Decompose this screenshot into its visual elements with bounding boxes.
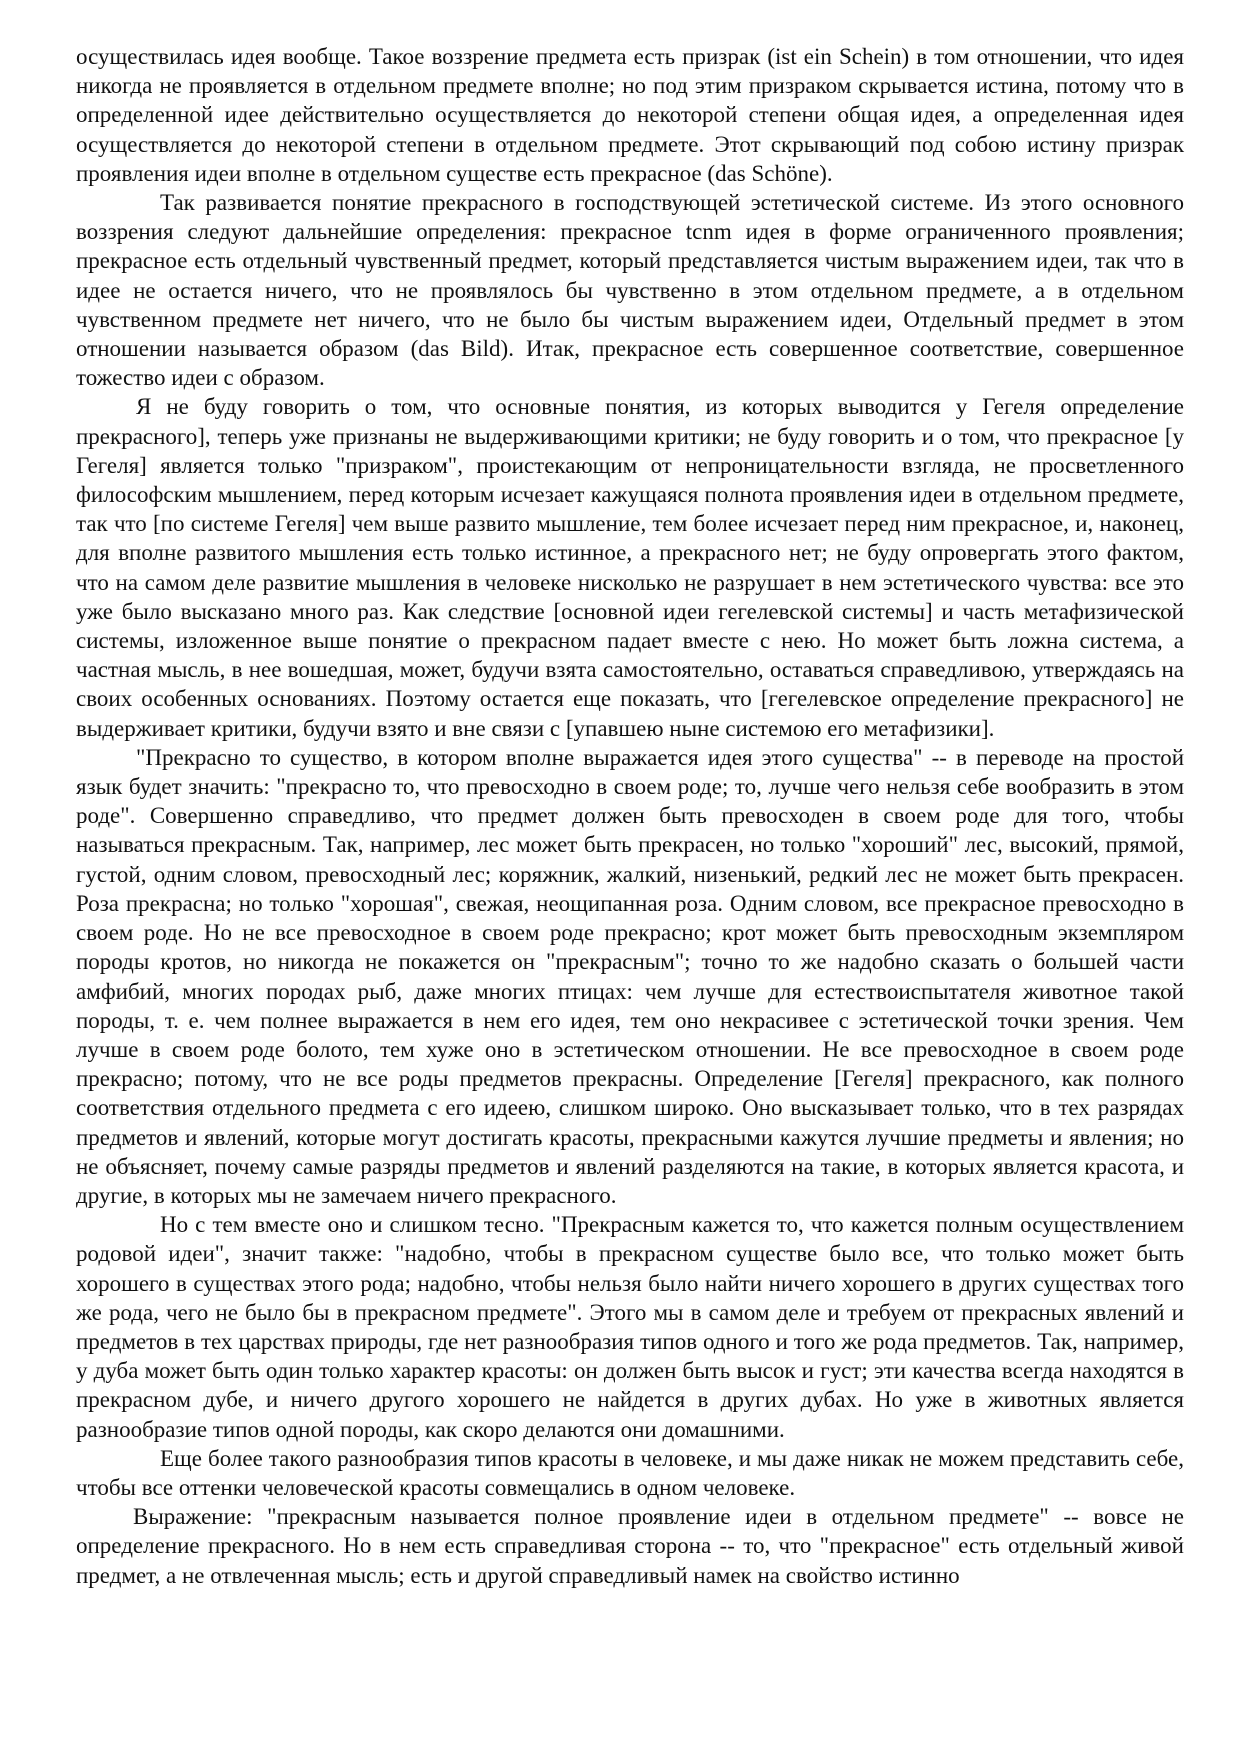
paragraph-3: Я не буду говорить о том, что основные понятия, из которых выводится у Гегеля определение прекрасного], теперь уже признаны не выдерживающими критики; не буду говорить и о том, что прекрасное [у Гегеля] является только "призраком", проистекающим от непроницательности взгляда, не просветленного философским мышлением, перед которым исчезает кажущаяся полнота проявления идеи в отдельном предмете, так что [по системе Гегеля] чем выше развито мышление, тем более исчезает перед ним прекрасное, и, наконец, для вполне развитого мышления есть только истинное, а прекрасного нет; не буду опровергать этого фактом, что на самом деле развитие мышления в человеке нисколько не разрушает в нем эстетического чувства: все это уже было высказано много раз. Как следствие [основной идеи гегелевской системы] и часть метафизической системы, изложенное выше понятие о прекрасном падает вместе с нею. Но может быть ложна система, а частная мысль, в нее вошедшая, может, будучи взята самостоятельно, оставаться справедливою, утверждаясь на своих особенных основаниях. Поэтому остается еще показать, что [гегелевское определение прекрасного] не выдерживает критики, будучи взято и вне связи с [упавшею ныне системою его метафизики]. xyxy=(76,394,1184,741)
paragraph-5: Но с тем вместе оно и слишком тесно. "Прекрасным кажется то, что кажется полным осуществлением родовой идеи", значит также: "надобно, чтобы в прекрасном существе было все, что только может быть хорошего в существах этого рода; надобно, чтобы нельзя было найти ничего хорошего в других существах того же рода, чего не было бы в прекрасном предмете". Этого мы в самом деле и требуем от прекрасных явлений и предметов в тех царствах природы, где нет разнообразия типов одного и того же рода предметов. Так, например, у дуба может быть один только характер красоты: он должен быть высок и густ; эти качества всегда находятся в прекрасном дубе, и ничего другого хорошего не найдется в других дубах. Но уже в животных является разнообразие типов одной породы, как скоро делаются они домашними. xyxy=(76,1212,1184,1442)
paragraph-1: осуществилась идея вообще. Такое воззрение предмета есть призрак (ist ein Schein) в том отношении, что идея никогда не проявляется в отдельном предмете вполне; но под этим призраком скрывается истина, потому что в определенной идее действительно осуществляется до некоторой степени общая идея, а определенная идея осуществляется до некоторой степени в отдельном предмете. Этот скрывающий под собою истину призрак проявления идеи вполне в отдельном существе есть прекрасное (das Schöne). xyxy=(76,44,1184,186)
paragraph-6: Еще более такого разнообразия типов красоты в человеке, и мы даже никак не можем представить себе, чтобы все оттенки человеческой красоты совмещались в одном человеке. xyxy=(76,1445,1184,1500)
paragraph-2: Так развивается понятие прекрасного в господствующей эстетической системе. Из этого основного воззрения следуют дальнейшие определения: прекрасное tcnm идея в форме ограниченного проявления; прекрасное есть отдельный чувственный предмет, который представляется чистым выражением идеи, так что в идее не остается ничего, что не проявлялось бы чувственно в этом отдельном предмете, а в отдельном чувственном предмете нет ничего, что не было бы чистым выражением идеи, Отдельный предмет в этом отношении называется образом (das Bild). Итак, прекрасное есть совершенное соответствие, совершенное тожество идеи с образом. xyxy=(76,190,1184,391)
body-text xyxy=(76,42,1184,1590)
paragraph-7: Выражение: "прекрасным называется полное проявление идеи в отдельном предмете" -- вовсе не определение прекрасного. Но в нем есть справедливая сторона -- то, что "прекрасное" есть отдельный живой предмет, а не отвлеченная мысль; есть и другой справедливый намек на свойство истинно xyxy=(76,1504,1184,1588)
paragraph-4: "Прекрасно то существо, в котором вполне выражается идея этого существа" -- в переводе на простой язык будет значить: "прекрасно то, что превосходно в своем роде; то, лучше чего нельзя себе вообразить в этом роде". Совершенно справедливо, что предмет должен быть превосходен в своем роде для того, чтобы называться прекрасным. Так, например, лес может быть прекрасен, но только "хороший" лес, высокий, прямой, густой, одним словом, превосходный лес; коряжник, жалкий, низенький, редкий лес не может быть прекрасен. Роза прекрасна; но только "хорошая", свежая, неощипанная роза. Одним словом, все прекрасное превосходно в своем роде. Но не все превосходное в своем роде прекрасно; крот может быть превосходным экземпляром породы кротов, но никогда не покажется он "прекрасным"; точно то же надобно сказать о большей части амфибий, многих породах рыб, даже многих птицах: чем лучше для естествоиспытателя животное такой породы, т. е. чем полнее выражается в нем его идея, тем оно некрасивее с эстетической точки зрения. Чем лучше в своем роде болото, тем хуже оно в эстетическом отношении. Не все превосходное в своем роде прекрасно; потому, что не все роды предметов прекрасны. Определение [Гегеля] прекрасного, как полного соответствия отдельного предмета с его идеею, слишком широко. Оно высказывает только, что в тех разрядах предметов и явлений, которые могут достигать красоты, прекрасными кажутся лучшие предметы и явления; но не объясняет, почему самые разряды предметов и явлений разделяются на такие, в которых является красота, и другие, в которых мы не замечаем ничего прекрасного. xyxy=(76,744,1184,1208)
